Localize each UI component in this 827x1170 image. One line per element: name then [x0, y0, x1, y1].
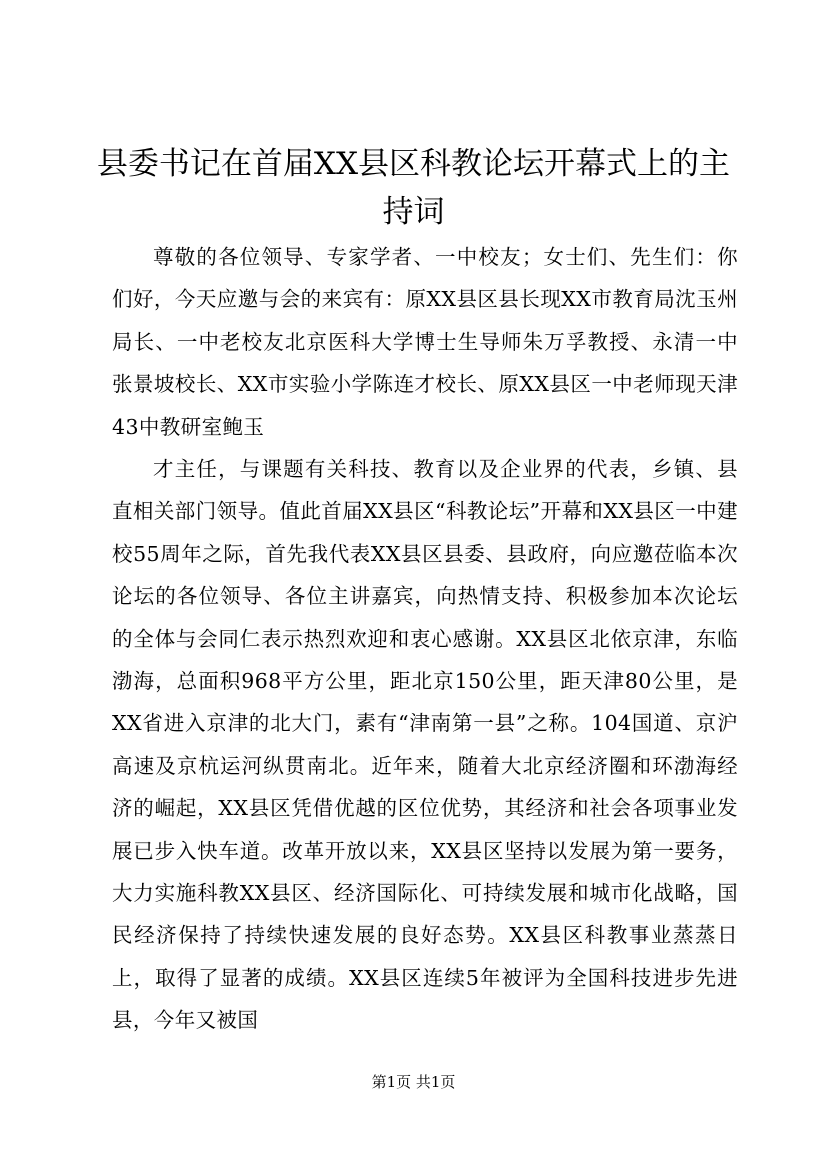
- paragraph-greeting: 尊敬的各位领导、专家学者、一中校友；女士们、先生们：你们好，今天应邀与会的来宾有：原XX县区县长现XX市教育局沈玉州局长、一中老校友北京医科大学博士生导师朱万孚教授、永清一中张景坡校长、XX市实验小学陈连才校长、原XX县区一中老师现天津43中教研室鲍玉: [112, 245, 738, 439]
- page-footer: 第1页 共1页: [371, 1073, 456, 1091]
- paragraph-main: 才主任，与课题有关科技、教育以及企业界的代表，乡镇、县直相关部门领导。值此首届XX县区“科教论坛”开幕和XX县区一中建校55周年之际，首先我代表XX县区县委、县政府，向应邀莅临本次论坛的各位领导、各位主讲嘉宾，向热情支持、积极参加本次论坛的全体与会同仁表示热烈欢迎和衷心感谢。XX县区北依京津，东临渤海，总面积968平方公里，距北京150公里，距天津80公里，是XX省进入京津的北大门，素有“津南第一县”之称。104国道、京沪高速及京杭运河纵贯南北。近年来，随着大北京经济圈和环渤海经济的崛起，XX县区凭借优越的区位优势，其经济和社会各项事业发展已步入快车道。改革开放以来，XX县区坚持以发展为第一要务，大力实施科教XX县区、经济国际化、可持续发展和城市化战略，国民经济保持了持续快速发展的良好态势。XX县区科教事业蒸蒸日上，取得了显著的成绩。XX县区连续5年被评为全国科技进步先进县，今年又被国: [112, 457, 738, 1033]
- document-title: 县委书记在首届XX县区科教论坛开幕式上的主持词: [96, 146, 731, 230]
